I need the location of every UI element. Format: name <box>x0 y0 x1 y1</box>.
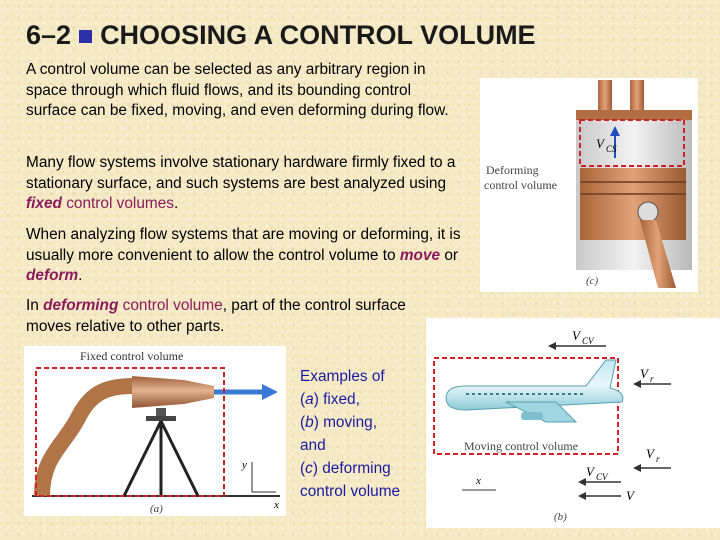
examples-last: control volume <box>300 483 401 500</box>
p3-text: When analyzing flow systems that are moving or deforming, it is usually more convenient to allow the control volume to <box>26 226 461 264</box>
v-r-label-2: V <box>646 446 654 461</box>
example-c-letter: c <box>305 460 313 477</box>
intake-valve-stem <box>598 80 612 114</box>
example-a <box>300 388 400 411</box>
v-r-subscript-1: r <box>650 374 654 384</box>
airplane-illustration <box>426 318 720 528</box>
figure-c-caption: (c) <box>586 275 599 287</box>
y-axis-label: y <box>242 459 247 471</box>
control-volumes-term: control volumes <box>61 195 174 212</box>
moving-cv-label: Moving control volume <box>464 439 578 453</box>
jet-flow-arrow-head <box>262 384 278 400</box>
p4-text: , part of the control surface moves relative to other parts. <box>26 297 406 335</box>
slide-title <box>26 20 536 51</box>
deforming-emphasis: deforming <box>43 297 119 314</box>
p2-period: . <box>173 195 179 212</box>
nozzle-clamp <box>156 408 166 416</box>
v-cs-label: V <box>596 136 604 151</box>
x-axis-moving-label: x <box>476 475 481 487</box>
paragraph-deforming-cv <box>26 296 426 337</box>
deform-emphasis: deform <box>26 267 79 284</box>
figure-b-caption: (b) <box>554 511 567 523</box>
supply-pipe <box>42 386 134 496</box>
x-axis-label: x <box>274 499 279 511</box>
examples-line1: Examples of <box>300 368 385 385</box>
nozzle-body <box>132 376 214 408</box>
example-a-letter: a <box>305 391 314 408</box>
nozzle-on-tripod-illustration <box>24 346 286 516</box>
example-b-letter: b <box>305 414 314 431</box>
v-cv-top-label: V <box>572 328 580 343</box>
tripod-mount <box>146 416 176 421</box>
paragraph-moving-cv <box>26 225 466 287</box>
exhaust-valve-stem <box>630 80 644 114</box>
section-number: 6–2 <box>26 20 72 50</box>
paragraph-fixed-cv <box>26 153 466 215</box>
example-c <box>300 457 400 480</box>
section-heading: CHOOSING A CONTROL VOLUME <box>100 20 536 50</box>
v-r-arrow-1-head <box>633 380 641 388</box>
v-label: V <box>626 488 634 503</box>
example-c-text: ) deforming <box>312 460 391 477</box>
p3-period: . <box>78 267 83 284</box>
figure-a-caption: (a) <box>150 503 163 515</box>
examples-caption <box>300 365 400 503</box>
figure-fixed-control-volume <box>24 346 286 516</box>
p2-text: Many flow systems involve stationary hardware firmly fixed to a stationary surface, and such systems are best analyzed using <box>26 154 456 192</box>
deforming-label-line2: control volume <box>484 178 557 192</box>
figure-deforming-control-volume <box>480 78 698 292</box>
v-cv-top-subscript: CV <box>582 336 594 346</box>
v-cv-bottom-arrow-head <box>578 478 586 486</box>
piston <box>580 168 686 240</box>
wrist-pin <box>638 202 658 222</box>
airplane-engine <box>521 412 543 420</box>
cylinder-head <box>576 110 692 120</box>
move-emphasis: move <box>399 246 441 264</box>
piston-cylinder-illustration <box>480 78 698 292</box>
v-cv-top-arrow-head <box>548 342 556 350</box>
v-r-arrow-2-head <box>633 464 641 472</box>
v-r-subscript-2: r <box>656 454 660 464</box>
example-a-open: ( <box>300 391 306 408</box>
deforming-label-line1: Deforming <box>486 163 539 177</box>
figure-moving-control-volume <box>426 318 720 528</box>
fixed-emphasis: fixed <box>26 195 62 212</box>
v-r-label-1: V <box>640 366 648 381</box>
v-cs-subscript: CS <box>606 144 617 154</box>
bullet-square-icon <box>79 30 92 43</box>
example-b <box>300 411 400 434</box>
paragraph-control-volume-definition: A control volume can be selected as any arbitrary region in space through which fluid flows, and its bounding control surface can be fixed, moving, and even deforming during flow. <box>26 61 449 119</box>
tripod-leg-left <box>124 421 161 496</box>
fixed-cv-label: Fixed control volume <box>80 349 184 363</box>
v-cv-bottom-subscript: CV <box>596 472 608 482</box>
example-c-open: ( <box>300 460 306 477</box>
example-b-open: ( <box>300 414 306 431</box>
example-b-text: ) moving, <box>313 414 377 431</box>
control-volume-term: control volume <box>118 297 223 314</box>
example-a-text: ) fixed, <box>313 391 360 408</box>
examples-and: and <box>300 437 326 454</box>
p3-or: or <box>440 246 459 264</box>
v-arrow-head <box>578 492 586 500</box>
p4-in: In <box>26 297 44 314</box>
tripod-leg-right <box>161 421 198 496</box>
v-cv-bottom-label: V <box>586 464 594 479</box>
